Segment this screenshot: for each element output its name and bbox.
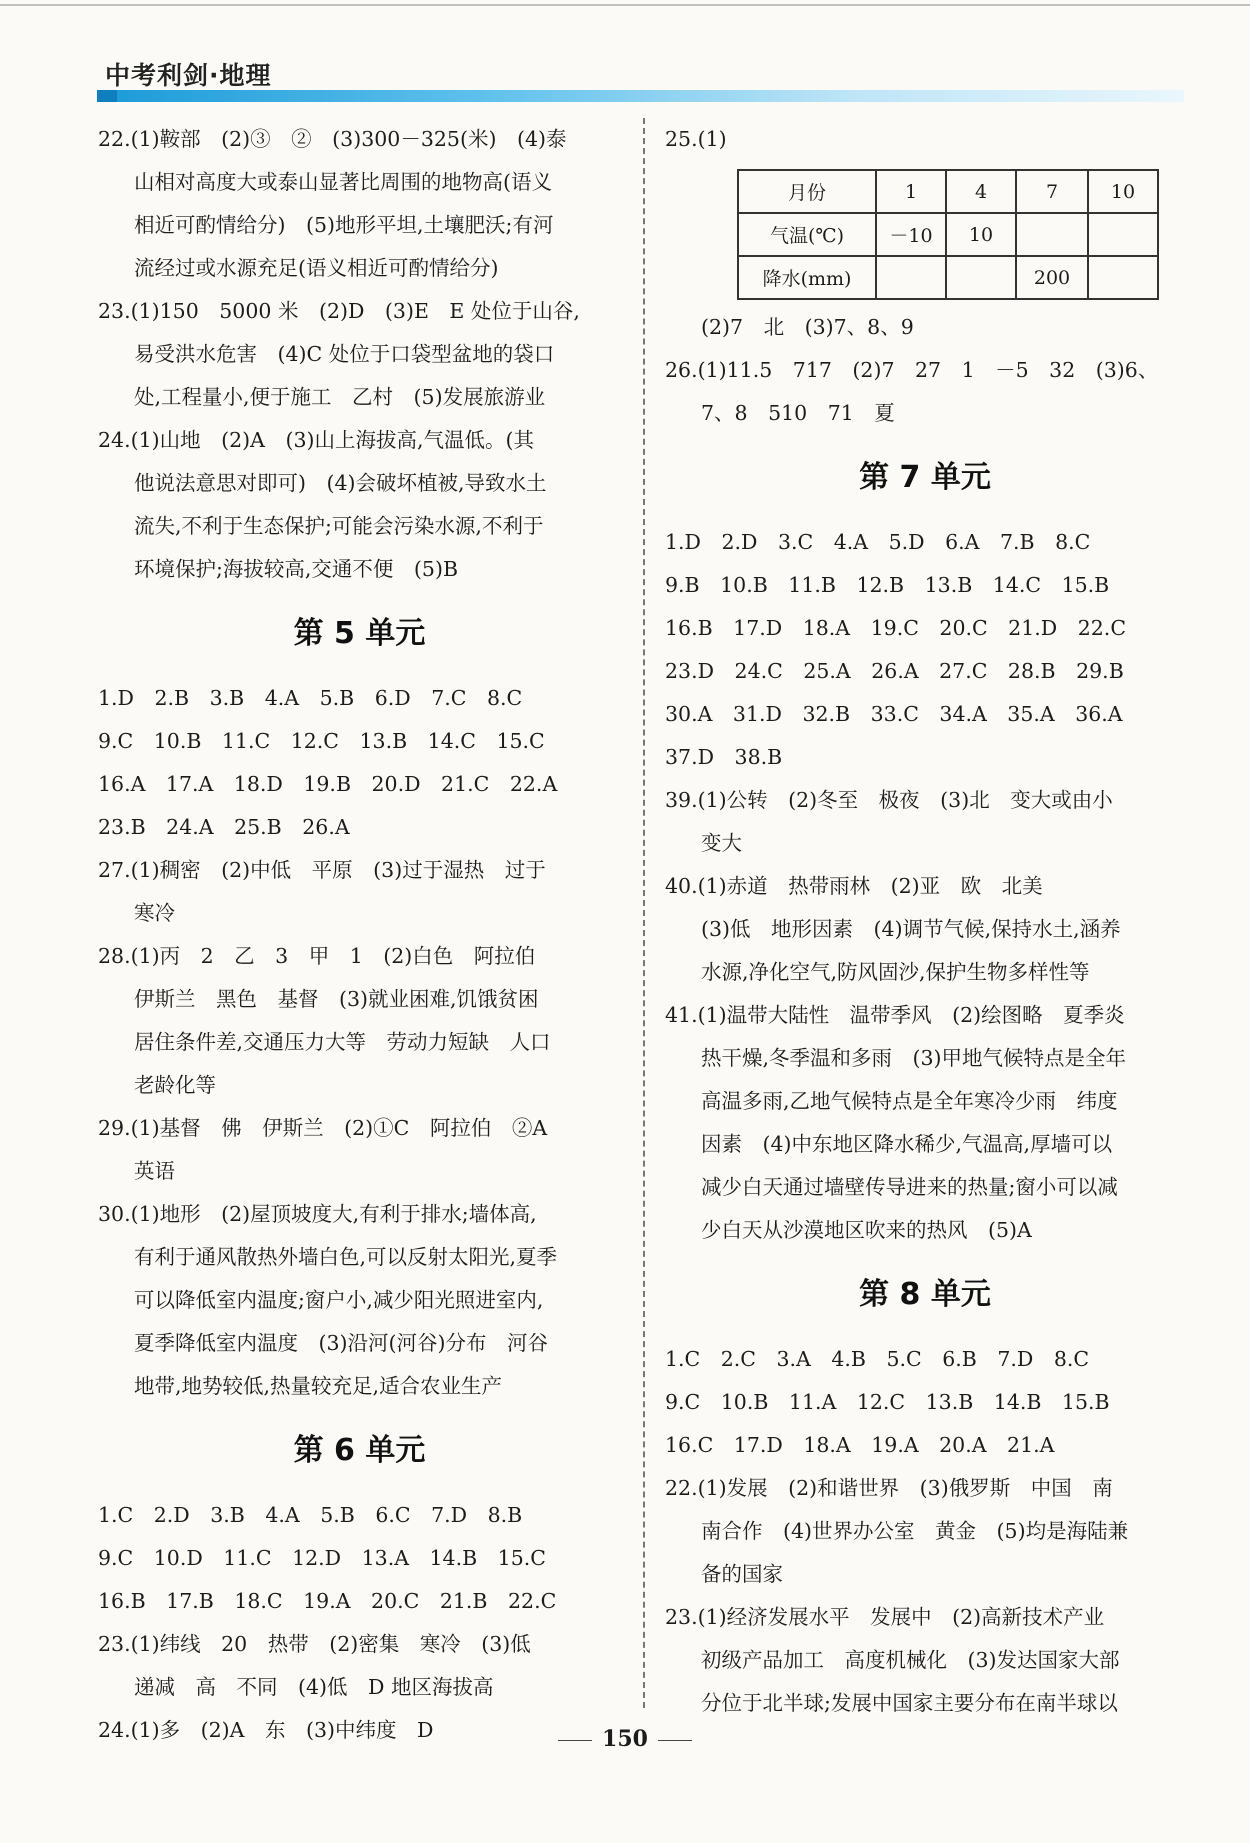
answer-line: 可以降低室内温度;窗户小,减少阳光照进室内,: [134, 1288, 544, 1312]
answer-line: 英语: [134, 1159, 175, 1183]
answer-line: 他说法意思对即可) (4)会破坏植被,导致水土: [134, 471, 547, 495]
answer-line: 变大: [701, 831, 742, 855]
answer-line: 1.C 2.D 3.B 4.A 5.B 6.C 7.D 8.B: [98, 1503, 523, 1527]
answer-line: 递减 高 不同 (4)低 D 地区海拔高: [134, 1675, 494, 1699]
table-cell: 200: [1016, 256, 1088, 299]
answer-line: 1.D 2.B 3.B 4.A 5.B 6.D 7.C 8.C: [98, 686, 523, 710]
header-color-bar: [97, 90, 1184, 102]
answer-line: 相近可酌情给分) (5)地形平坦,土壤肥沃;有河: [134, 213, 554, 237]
page-header: [0, 0, 1250, 110]
right-column: [665, 118, 1185, 1725]
answer-line: 居住条件差,交通压力大等 劳动力短缺 人口: [134, 1030, 551, 1054]
answer-line: 热干燥,冬季温和多雨 (3)甲地气候特点是全年: [701, 1046, 1127, 1070]
answer-line: 41.(1)温带大陆性 温带季风 (2)绘图略 夏季炎: [665, 1003, 1125, 1027]
answer-line: 29.(1)基督 佛 伊斯兰 (2)①C 阿拉伯 ②A: [98, 1116, 548, 1140]
table-cell: [876, 256, 946, 299]
top-rule: [0, 4, 1250, 6]
answer-line: 27.(1)稠密 (2)中低 平原 (3)过于湿热 过于: [98, 858, 546, 882]
unit-heading: 第 5 单元: [293, 616, 426, 651]
answer-line: (3)低 地形因素 (4)调节气候,保持水土,涵养: [701, 917, 1121, 941]
table-cell: 降水(mm): [738, 256, 876, 299]
table-cell: 4: [946, 170, 1016, 213]
answer-line: 24.(1)山地 (2)A (3)山上海拔高,气温低。(其: [98, 428, 535, 452]
answer-line: 7、8 510 71 夏: [701, 401, 895, 425]
page-number: 150: [602, 1726, 648, 1752]
answer-line: 1.C 2.C 3.A 4.B 5.C 6.B 7.D 8.C: [665, 1347, 1090, 1371]
answer-line: 流经过或水源充足(语义相近可酌情给分): [134, 256, 499, 280]
answer-line: 伊斯兰 黑色 基督 (3)就业困难,饥饿贫困: [134, 987, 539, 1011]
answer-line: 易受洪水危害 (4)C 处位于口袋型盆地的袋口: [134, 342, 555, 366]
answer-line: 分位于北半球;发展中国家主要分布在南半球以: [701, 1691, 1118, 1715]
header-accent-block: [97, 90, 117, 102]
answer-line: 23.B 24.A 25.B 26.A: [98, 815, 350, 839]
answer-line: 23.(1)150 5000 米 (2)D (3)E E 处位于山谷,: [98, 299, 580, 323]
answer-line: 寒冷: [134, 901, 175, 925]
table-cell: [1088, 213, 1158, 256]
answer-line: 少白天从沙漠地区吹来的热风 (5)A: [701, 1218, 1032, 1242]
answer-line: 初级产品加工 高度机械化 (3)发达国家大部: [701, 1648, 1120, 1672]
table-cell: 10: [946, 213, 1016, 256]
table-cell: 气温(℃): [738, 213, 876, 256]
answer-line: 夏季降低室内温度 (3)沿河(河谷)分布 河谷: [134, 1331, 549, 1355]
unit-heading: 第 7 单元: [859, 460, 991, 495]
answer-line: 16.B 17.B 18.C 19.A 20.C 21.B 22.C: [98, 1589, 557, 1613]
table-cell: [1016, 213, 1088, 256]
answer-line: 山相对高度大或泰山显著比周围的地物高(语义: [134, 170, 552, 194]
answer-line: 水源,净化空气,防风固沙,保护生物多样性等: [701, 960, 1090, 984]
answer-line: 1.D 2.D 3.C 4.A 5.D 6.A 7.B 8.C: [665, 530, 1091, 554]
answer-line: 26.(1)11.5 717 (2)7 27 1 －5 32 (3)6、: [665, 358, 1159, 382]
unit-heading: 第 6 单元: [293, 1433, 426, 1468]
answer-line: 24.(1)多 (2)A 东 (3)中纬度 D: [98, 1718, 434, 1742]
right-answers: [665, 306, 1185, 1725]
answer-line: 16.B 17.D 18.A 19.C 20.C 21.D 22.C: [665, 616, 1127, 640]
table-row: [738, 213, 1158, 256]
answer-line: 有利于通风散热外墙白色,可以反射太阳光,夏季: [134, 1245, 558, 1269]
answer-line: 高温多雨,乙地气候特点是全年寒冷少雨 纬度: [701, 1089, 1118, 1113]
page-number-dash-right: [658, 1740, 692, 1741]
answer-line: 9.C 10.D 11.C 12.D 13.A 14.B 15.C: [98, 1546, 546, 1570]
answer-line: 9.C 10.B 11.C 12.C 13.B 14.C 15.C: [98, 729, 545, 753]
answer-line: 处,工程量小,便于施工 乙村 (5)发展旅游业: [134, 385, 546, 409]
answer-line: 减少白天通过墙壁传导进来的热量;窗小可以减: [701, 1175, 1118, 1199]
answer-line: 22.(1)鞍部 (2)③ ② (3)300－325(米) (4)泰: [98, 127, 567, 151]
table-cell: －10: [876, 213, 946, 256]
answer-line: 因素 (4)中东地区降水稀少,气温高,厚墙可以: [701, 1132, 1113, 1156]
table-row: [738, 170, 1158, 213]
column-divider: [643, 118, 645, 1708]
answer-line: 老龄化等: [134, 1073, 216, 1097]
answer-line: 23.(1)经济发展水平 发展中 (2)高新技术产业: [665, 1605, 1105, 1629]
answer-line: 备的国家: [701, 1562, 783, 1586]
answer-line: 30.(1)地形 (2)屋顶坡度大,有利于排水;墙体高,: [98, 1202, 537, 1226]
table-cell: 7: [1016, 170, 1088, 213]
climate-table: [737, 169, 1159, 300]
book-title: 中考利剑·地理: [105, 61, 272, 90]
answer-line: 28.(1)丙 2 乙 3 甲 1 (2)白色 阿拉伯: [98, 944, 536, 968]
answer-line: 环境保护;海拔较高,交通不便 (5)B: [134, 557, 459, 581]
table-row: [738, 256, 1158, 299]
answer-line: 37.D 38.B: [665, 745, 783, 769]
answer-line: 地带,地势较低,热量较充足,适合农业生产: [134, 1374, 503, 1398]
answer-line: 40.(1)赤道 热带雨林 (2)亚 欧 北美: [665, 874, 1043, 898]
answer-line: 30.A 31.D 32.B 33.C 34.A 35.A 36.A: [665, 702, 1123, 726]
left-column: [98, 118, 621, 1752]
table-cell: 1: [876, 170, 946, 213]
answer-line: 22.(1)发展 (2)和谐世界 (3)俄罗斯 中国 南: [665, 1476, 1113, 1500]
answer-line: 南合作 (4)世界办公室 黄金 (5)均是海陆兼: [701, 1519, 1129, 1543]
table-cell: [1088, 256, 1158, 299]
table-cell: 10: [1088, 170, 1158, 213]
answer-line: (2)7 北 (3)7、8、9: [701, 315, 914, 339]
answer-line: 16.A 17.A 18.D 19.B 20.D 21.C 22.A: [98, 772, 558, 796]
table-cell: [946, 256, 1016, 299]
answer-line: 9.B 10.B 11.B 12.B 13.B 14.C 15.B: [665, 573, 1110, 597]
answer-line: 39.(1)公转 (2)冬至 极夜 (3)北 变大或由小: [665, 788, 1113, 812]
unit-heading: 第 8 单元: [859, 1277, 991, 1312]
answer-line: 23.D 24.C 25.A 26.A 27.C 28.B 29.B: [665, 659, 1124, 683]
answer-line: 16.C 17.D 18.A 19.A 20.A 21.A: [665, 1433, 1055, 1457]
table-cell: 月份: [738, 170, 876, 213]
answer-line: 25.(1): [665, 127, 727, 151]
climate-table-wrapper: [665, 161, 1185, 306]
answer-line: 流失,不利于生态保护;可能会污染水源,不利于: [134, 514, 544, 538]
answer-line: 23.(1)纬线 20 热带 (2)密集 寒冷 (3)低: [98, 1632, 531, 1656]
answer-line: 9.C 10.B 11.A 12.C 13.B 14.B 15.B: [665, 1390, 1110, 1414]
